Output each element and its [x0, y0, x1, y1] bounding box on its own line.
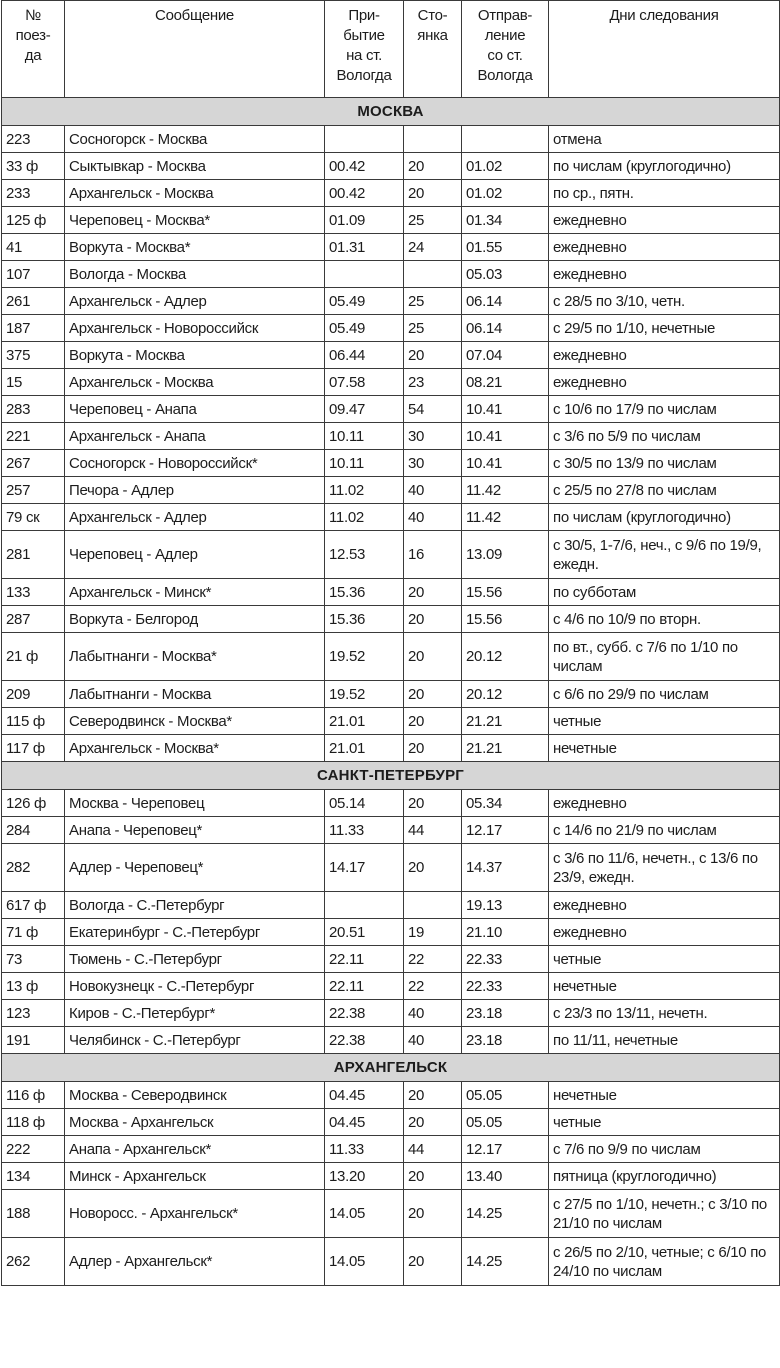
table-row — [2, 892, 780, 919]
table-row — [2, 681, 780, 708]
days-of-operation-cell: по 11/11, нечетные — [549, 1027, 780, 1054]
train-number-cell: 261 — [2, 288, 65, 315]
stay-duration-cell: 20 — [404, 180, 462, 207]
table-row — [2, 1136, 780, 1163]
table-row — [2, 126, 780, 153]
table-row — [2, 315, 780, 342]
table-row — [2, 844, 780, 892]
train-number-cell: 284 — [2, 817, 65, 844]
stay-duration-cell: 44 — [404, 1136, 462, 1163]
header-text: янка — [417, 27, 448, 44]
table-row — [2, 919, 780, 946]
train-number-cell: 283 — [2, 396, 65, 423]
stay-duration-cell: 20 — [404, 153, 462, 180]
arrival-time-cell: 19.52 — [325, 681, 404, 708]
departure-time-cell: 05.05 — [462, 1109, 549, 1136]
table-row — [2, 1238, 780, 1286]
days-of-operation-cell: ежедневно — [549, 261, 780, 288]
departure-time-cell: 01.34 — [462, 207, 549, 234]
table-row — [2, 1163, 780, 1190]
days-of-operation-cell: четные — [549, 1109, 780, 1136]
train-number-cell: 233 — [2, 180, 65, 207]
days-of-operation-cell: с 7/6 по 9/9 по числам — [549, 1136, 780, 1163]
header-text: Дни следования — [609, 7, 719, 24]
table-row — [2, 180, 780, 207]
table-row — [2, 735, 780, 762]
departure-time-cell: 07.04 — [462, 342, 549, 369]
departure-time-cell: 22.33 — [462, 973, 549, 1000]
days-of-operation-cell: ежедневно — [549, 892, 780, 919]
table-header-row — [2, 1, 780, 98]
stay-duration-cell: 23 — [404, 369, 462, 396]
departure-time-cell: 13.40 — [462, 1163, 549, 1190]
departure-time-cell: 01.02 — [462, 153, 549, 180]
days-of-operation-cell: четные — [549, 708, 780, 735]
arrival-time-cell: 11.33 — [325, 817, 404, 844]
train-number-cell: 281 — [2, 531, 65, 579]
arrival-time-cell: 10.11 — [325, 423, 404, 450]
header-train-number — [2, 1, 65, 98]
days-of-operation-cell: ежедневно — [549, 234, 780, 261]
arrival-time-cell: 20.51 — [325, 919, 404, 946]
departure-time-cell: 10.41 — [462, 423, 549, 450]
train-number-cell: 13 ф — [2, 973, 65, 1000]
arrival-time-cell: 00.42 — [325, 180, 404, 207]
stay-duration-cell: 20 — [404, 1109, 462, 1136]
stay-duration-cell: 20 — [404, 1238, 462, 1286]
route-cell: Воркута - Москва* — [65, 234, 325, 261]
days-of-operation-cell: нечетные — [549, 735, 780, 762]
route-cell: Лабытнанги - Москва — [65, 681, 325, 708]
arrival-time-cell: 04.45 — [325, 1109, 404, 1136]
arrival-time-cell: 21.01 — [325, 708, 404, 735]
arrival-time-cell: 22.11 — [325, 973, 404, 1000]
arrival-time-cell: 05.49 — [325, 315, 404, 342]
days-of-operation-cell: ежедневно — [549, 369, 780, 396]
route-cell: Архангельск - Москва — [65, 369, 325, 396]
route-cell: Москва - Архангельск — [65, 1109, 325, 1136]
stay-duration-cell: 40 — [404, 477, 462, 504]
stay-duration-cell: 20 — [404, 1163, 462, 1190]
arrival-time-cell: 06.44 — [325, 342, 404, 369]
train-number-cell: 617 ф — [2, 892, 65, 919]
table-row — [2, 1000, 780, 1027]
route-cell: Череповец - Анапа — [65, 396, 325, 423]
header-arrival — [325, 1, 404, 98]
table-row — [2, 234, 780, 261]
header-text: Вологда — [477, 67, 533, 84]
departure-time-cell: 21.10 — [462, 919, 549, 946]
departure-time-cell: 20.12 — [462, 681, 549, 708]
section-title: САНКТ-ПЕТЕРБУРГ — [2, 762, 780, 790]
arrival-time-cell: 19.52 — [325, 633, 404, 681]
days-of-operation-cell: с 23/3 по 13/11, нечетн. — [549, 1000, 780, 1027]
train-number-cell: 15 — [2, 369, 65, 396]
arrival-time-cell: 22.38 — [325, 1000, 404, 1027]
train-number-cell: 21 ф — [2, 633, 65, 681]
departure-time-cell: 19.13 — [462, 892, 549, 919]
arrival-time-cell: 13.20 — [325, 1163, 404, 1190]
departure-time-cell: 05.05 — [462, 1082, 549, 1109]
train-number-cell: 209 — [2, 681, 65, 708]
stay-duration-cell: 20 — [404, 606, 462, 633]
table-row — [2, 477, 780, 504]
table-row — [2, 579, 780, 606]
arrival-time-cell — [325, 261, 404, 288]
header-text: ление — [484, 27, 526, 44]
section-band — [2, 98, 780, 126]
header-days — [549, 1, 780, 98]
table-row — [2, 396, 780, 423]
stay-duration-cell — [404, 892, 462, 919]
days-of-operation-cell: с 3/6 по 5/9 по числам — [549, 423, 780, 450]
departure-time-cell: 21.21 — [462, 708, 549, 735]
train-number-cell: 79 ск — [2, 504, 65, 531]
days-of-operation-cell: с 27/5 по 1/10, нечетн.; с 3/10 по 21/10 по числам — [549, 1190, 780, 1238]
departure-time-cell: 15.56 — [462, 606, 549, 633]
arrival-time-cell: 10.11 — [325, 450, 404, 477]
table-row — [2, 504, 780, 531]
train-number-cell: 71 ф — [2, 919, 65, 946]
stay-duration-cell: 20 — [404, 1082, 462, 1109]
train-number-cell: 257 — [2, 477, 65, 504]
route-cell: Москва - Северодвинск — [65, 1082, 325, 1109]
arrival-time-cell — [325, 126, 404, 153]
stay-duration-cell: 20 — [404, 681, 462, 708]
train-number-cell: 133 — [2, 579, 65, 606]
stay-duration-cell: 30 — [404, 450, 462, 477]
train-number-cell: 267 — [2, 450, 65, 477]
days-of-operation-cell: ежедневно — [549, 207, 780, 234]
departure-time-cell: 06.14 — [462, 315, 549, 342]
stay-duration-cell: 54 — [404, 396, 462, 423]
table-row — [2, 1027, 780, 1054]
header-text: со ст. — [487, 47, 523, 64]
days-of-operation-cell: по ср., пятн. — [549, 180, 780, 207]
table-row — [2, 790, 780, 817]
stay-duration-cell — [404, 261, 462, 288]
stay-duration-cell: 19 — [404, 919, 462, 946]
stay-duration-cell: 20 — [404, 790, 462, 817]
header-text: поез- — [15, 27, 51, 44]
arrival-time-cell: 01.31 — [325, 234, 404, 261]
departure-time-cell: 21.21 — [462, 735, 549, 762]
train-schedule-table — [1, 0, 780, 1286]
departure-time-cell: 01.02 — [462, 180, 549, 207]
train-number-cell: 118 ф — [2, 1109, 65, 1136]
days-of-operation-cell: с 14/6 по 21/9 по числам — [549, 817, 780, 844]
stay-duration-cell: 20 — [404, 633, 462, 681]
departure-time-cell: 14.25 — [462, 1190, 549, 1238]
route-cell: Адлер - Архангельск* — [65, 1238, 325, 1286]
table-row — [2, 606, 780, 633]
stay-duration-cell: 40 — [404, 1027, 462, 1054]
header-route — [65, 1, 325, 98]
days-of-operation-cell: нечетные — [549, 1082, 780, 1109]
route-cell: Сосногорск - Новороссийск* — [65, 450, 325, 477]
header-text: При- — [348, 7, 380, 24]
stay-duration-cell: 25 — [404, 315, 462, 342]
stay-duration-cell: 20 — [404, 735, 462, 762]
days-of-operation-cell: с 30/5 по 13/9 по числам — [549, 450, 780, 477]
stay-duration-cell — [404, 126, 462, 153]
route-cell: Лабытнанги - Москва* — [65, 633, 325, 681]
header-text: Вологда — [336, 67, 392, 84]
route-cell: Череповец - Адлер — [65, 531, 325, 579]
table-row — [2, 1109, 780, 1136]
header-stay — [404, 1, 462, 98]
days-of-operation-cell: ежедневно — [549, 342, 780, 369]
stay-duration-cell: 22 — [404, 946, 462, 973]
train-number-cell: 221 — [2, 423, 65, 450]
arrival-time-cell: 15.36 — [325, 606, 404, 633]
train-number-cell: 262 — [2, 1238, 65, 1286]
stay-duration-cell: 22 — [404, 973, 462, 1000]
arrival-time-cell: 21.01 — [325, 735, 404, 762]
arrival-time-cell: 14.05 — [325, 1238, 404, 1286]
table-row — [2, 633, 780, 681]
departure-time-cell: 10.41 — [462, 450, 549, 477]
departure-time-cell: 06.14 — [462, 288, 549, 315]
route-cell: Новокузнецк - С.-Петербург — [65, 973, 325, 1000]
departure-time-cell: 23.18 — [462, 1027, 549, 1054]
stay-duration-cell: 20 — [404, 342, 462, 369]
days-of-operation-cell: с 26/5 по 2/10, четные; с 6/10 по 24/10 по числам — [549, 1238, 780, 1286]
table-row — [2, 153, 780, 180]
arrival-time-cell: 11.02 — [325, 477, 404, 504]
train-number-cell: 188 — [2, 1190, 65, 1238]
train-number-cell: 116 ф — [2, 1082, 65, 1109]
route-cell: Киров - С.-Петербург* — [65, 1000, 325, 1027]
train-number-cell: 115 ф — [2, 708, 65, 735]
route-cell: Архангельск - Минск* — [65, 579, 325, 606]
days-of-operation-cell: отмена — [549, 126, 780, 153]
stay-duration-cell: 40 — [404, 504, 462, 531]
route-cell: Вологда - С.-Петербург — [65, 892, 325, 919]
header-departure — [462, 1, 549, 98]
route-cell: Череповец - Москва* — [65, 207, 325, 234]
days-of-operation-cell: ежедневно — [549, 790, 780, 817]
arrival-time-cell: 04.45 — [325, 1082, 404, 1109]
stay-duration-cell: 30 — [404, 423, 462, 450]
departure-time-cell: 20.12 — [462, 633, 549, 681]
days-of-operation-cell: с 28/5 по 3/10, четн. — [549, 288, 780, 315]
departure-time-cell: 22.33 — [462, 946, 549, 973]
route-cell: Минск - Архангельск — [65, 1163, 325, 1190]
header-text: на ст. — [346, 47, 382, 64]
arrival-time-cell: 05.14 — [325, 790, 404, 817]
train-number-cell: 222 — [2, 1136, 65, 1163]
stay-duration-cell: 20 — [404, 844, 462, 892]
route-cell: Воркута - Белгород — [65, 606, 325, 633]
header-text: Сто- — [417, 7, 448, 24]
route-cell: Архангельск - Адлер — [65, 504, 325, 531]
table-row — [2, 261, 780, 288]
arrival-time-cell: 22.38 — [325, 1027, 404, 1054]
stay-duration-cell: 20 — [404, 579, 462, 606]
route-cell: Сосногорск - Москва — [65, 126, 325, 153]
days-of-operation-cell: ежедневно — [549, 919, 780, 946]
train-number-cell: 41 — [2, 234, 65, 261]
train-number-cell: 125 ф — [2, 207, 65, 234]
departure-time-cell: 23.18 — [462, 1000, 549, 1027]
train-number-cell: 123 — [2, 1000, 65, 1027]
arrival-time-cell: 12.53 — [325, 531, 404, 579]
days-of-operation-cell: по числам (круглогодично) — [549, 153, 780, 180]
section-title: МОСКВА — [2, 98, 780, 126]
arrival-time-cell: 00.42 — [325, 153, 404, 180]
days-of-operation-cell: четные — [549, 946, 780, 973]
train-number-cell: 282 — [2, 844, 65, 892]
train-number-cell: 223 — [2, 126, 65, 153]
departure-time-cell: 12.17 — [462, 817, 549, 844]
table-row — [2, 342, 780, 369]
route-cell: Адлер - Череповец* — [65, 844, 325, 892]
section-band — [2, 1054, 780, 1082]
section-title: АРХАНГЕЛЬСК — [2, 1054, 780, 1082]
table-row — [2, 423, 780, 450]
departure-time-cell: 10.41 — [462, 396, 549, 423]
departure-time-cell: 11.42 — [462, 477, 549, 504]
route-cell: Анапа - Архангельск* — [65, 1136, 325, 1163]
route-cell: Екатеринбург - С.-Петербург — [65, 919, 325, 946]
route-cell: Печора - Адлер — [65, 477, 325, 504]
route-cell: Новоросс. - Архангельск* — [65, 1190, 325, 1238]
departure-time-cell: 05.03 — [462, 261, 549, 288]
route-cell: Сыктывкар - Москва — [65, 153, 325, 180]
route-cell: Архангельск - Адлер — [65, 288, 325, 315]
departure-time-cell: 05.34 — [462, 790, 549, 817]
arrival-time-cell: 15.36 — [325, 579, 404, 606]
days-of-operation-cell: с 6/6 по 29/9 по числам — [549, 681, 780, 708]
train-number-cell: 73 — [2, 946, 65, 973]
days-of-operation-cell: по вт., субб. с 7/6 по 1/10 по числам — [549, 633, 780, 681]
route-cell: Воркута - Москва — [65, 342, 325, 369]
train-number-cell: 375 — [2, 342, 65, 369]
train-number-cell: 287 — [2, 606, 65, 633]
stay-duration-cell: 40 — [404, 1000, 462, 1027]
departure-time-cell: 08.21 — [462, 369, 549, 396]
section-band — [2, 762, 780, 790]
arrival-time-cell: 09.47 — [325, 396, 404, 423]
days-of-operation-cell: нечетные — [549, 973, 780, 1000]
departure-time-cell: 14.25 — [462, 1238, 549, 1286]
train-number-cell: 126 ф — [2, 790, 65, 817]
stay-duration-cell: 20 — [404, 708, 462, 735]
departure-time-cell: 13.09 — [462, 531, 549, 579]
arrival-time-cell: 05.49 — [325, 288, 404, 315]
table-row — [2, 288, 780, 315]
days-of-operation-cell: с 4/6 по 10/9 по вторн. — [549, 606, 780, 633]
train-number-cell: 107 — [2, 261, 65, 288]
days-of-operation-cell: по субботам — [549, 579, 780, 606]
days-of-operation-cell: пятница (круглогодично) — [549, 1163, 780, 1190]
table-row — [2, 1082, 780, 1109]
table-row — [2, 946, 780, 973]
route-cell: Вологда - Москва — [65, 261, 325, 288]
arrival-time-cell — [325, 892, 404, 919]
arrival-time-cell: 11.02 — [325, 504, 404, 531]
arrival-time-cell: 11.33 — [325, 1136, 404, 1163]
header-text: бытие — [343, 27, 385, 44]
stay-duration-cell: 44 — [404, 817, 462, 844]
route-cell: Архангельск - Анапа — [65, 423, 325, 450]
stay-duration-cell: 25 — [404, 288, 462, 315]
departure-time-cell — [462, 126, 549, 153]
stay-duration-cell: 16 — [404, 531, 462, 579]
train-number-cell: 33 ф — [2, 153, 65, 180]
table-row — [2, 973, 780, 1000]
days-of-operation-cell: с 3/6 по 11/6, нечетн., с 13/6 по 23/9, ежедн. — [549, 844, 780, 892]
route-cell: Челябинск - С.-Петербург — [65, 1027, 325, 1054]
departure-time-cell: 12.17 — [462, 1136, 549, 1163]
header-text: Отправ- — [477, 7, 533, 24]
days-of-operation-cell: по числам (круглогодично) — [549, 504, 780, 531]
header-text: да — [24, 47, 42, 64]
table-row — [2, 450, 780, 477]
days-of-operation-cell: с 10/6 по 17/9 по числам — [549, 396, 780, 423]
table-row — [2, 369, 780, 396]
departure-time-cell: 01.55 — [462, 234, 549, 261]
days-of-operation-cell: с 25/5 по 27/8 по числам — [549, 477, 780, 504]
route-cell: Тюмень - С.-Петербург — [65, 946, 325, 973]
arrival-time-cell: 14.05 — [325, 1190, 404, 1238]
header-text: Сообщение — [155, 7, 234, 24]
days-of-operation-cell: с 29/5 по 1/10, нечетные — [549, 315, 780, 342]
days-of-operation-cell: с 30/5, 1-7/6, неч., с 9/6 по 19/9, ежедн. — [549, 531, 780, 579]
route-cell: Архангельск - Москва* — [65, 735, 325, 762]
arrival-time-cell: 22.11 — [325, 946, 404, 973]
train-number-cell: 191 — [2, 1027, 65, 1054]
route-cell: Москва - Череповец — [65, 790, 325, 817]
departure-time-cell: 11.42 — [462, 504, 549, 531]
table-row — [2, 708, 780, 735]
route-cell: Архангельск - Новороссийск — [65, 315, 325, 342]
arrival-time-cell: 07.58 — [325, 369, 404, 396]
train-number-cell: 187 — [2, 315, 65, 342]
stay-duration-cell: 25 — [404, 207, 462, 234]
table-row — [2, 207, 780, 234]
stay-duration-cell: 20 — [404, 1190, 462, 1238]
departure-time-cell: 14.37 — [462, 844, 549, 892]
table-body — [2, 98, 780, 1286]
route-cell: Анапа - Череповец* — [65, 817, 325, 844]
departure-time-cell: 15.56 — [462, 579, 549, 606]
arrival-time-cell: 01.09 — [325, 207, 404, 234]
table-row — [2, 531, 780, 579]
route-cell: Архангельск - Москва — [65, 180, 325, 207]
train-number-cell: 117 ф — [2, 735, 65, 762]
header-text: № — [25, 7, 41, 24]
arrival-time-cell: 14.17 — [325, 844, 404, 892]
stay-duration-cell: 24 — [404, 234, 462, 261]
table-row — [2, 817, 780, 844]
table-row — [2, 1190, 780, 1238]
train-number-cell: 134 — [2, 1163, 65, 1190]
route-cell: Северодвинск - Москва* — [65, 708, 325, 735]
